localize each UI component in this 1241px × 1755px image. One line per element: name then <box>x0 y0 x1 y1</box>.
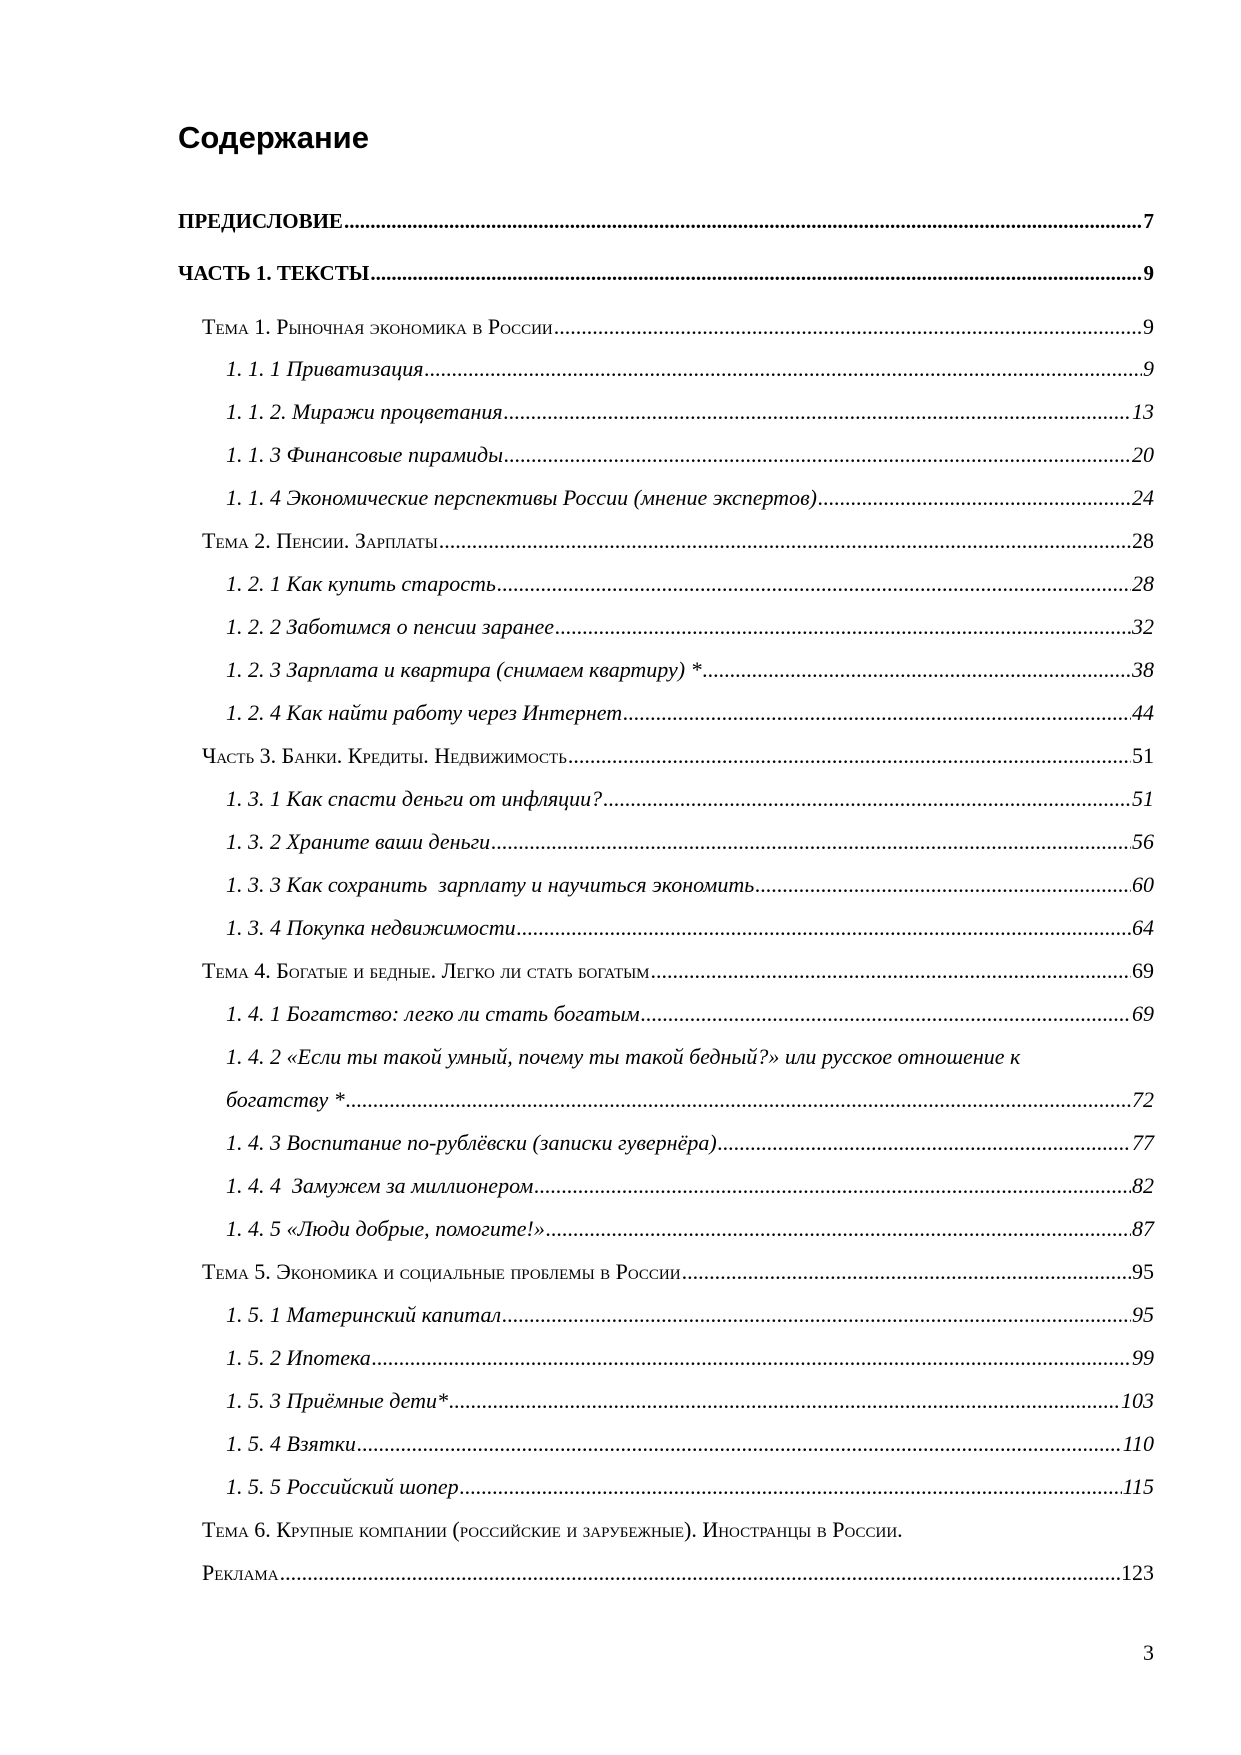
toc-entry-1-5-2[interactable] <box>226 1342 1154 1374</box>
toc-entry-title: 1. 5. 5 Российский шопер <box>226 1474 459 1499</box>
toc-entry-page: 69 <box>1132 1001 1154 1026</box>
toc-entry-1-4-1[interactable] <box>226 998 1154 1030</box>
dot-leader <box>703 654 1131 686</box>
toc-entry-title: 1. 3. 1 Как спасти деньги от инфляции? <box>226 786 603 811</box>
toc-entry-title: 1. 4. 1 Богатство: легко ли стать богатым <box>226 1001 640 1026</box>
toc-entry-1-1-3[interactable] <box>226 439 1154 471</box>
toc-entry-page: 51 <box>1132 743 1154 768</box>
toc-entry-page: 95 <box>1132 1259 1154 1284</box>
dot-leader <box>502 1299 1131 1331</box>
toc-entry-title: Реклама <box>202 1560 279 1585</box>
dot-leader <box>818 482 1131 514</box>
toc-entry-page: 28 <box>1132 528 1154 553</box>
dot-leader <box>504 439 1131 471</box>
toc-entry-1-4-3[interactable] <box>226 1127 1154 1159</box>
toc-entry-title: 1. 2. 2 Заботимся о пенсии заранее <box>226 614 555 639</box>
toc-entry-page: 95 <box>1132 1302 1154 1327</box>
toc-entry-part1[interactable] <box>178 257 1154 289</box>
toc-entry-page: 9 <box>1143 314 1154 339</box>
toc-entry-title: 1. 4. 5 «Люди добрые, помогите!» <box>226 1216 545 1241</box>
toc-entry-page: 72 <box>1132 1087 1154 1112</box>
toc-entry-page: 38 <box>1132 657 1154 682</box>
toc-entry-title: Тема 1. Рыночная экономика в России <box>202 314 553 339</box>
toc-entry-page: 115 <box>1122 1474 1154 1499</box>
dot-leader <box>372 1342 1131 1374</box>
toc-entry-1-4-2-first-line[interactable]: 1. 4. 2 «Если ты такой умный, почему ты такой бедный?» или русское отношение к <box>226 1044 1021 1069</box>
dot-leader <box>641 998 1131 1030</box>
toc-entry-page: 110 <box>1122 1431 1154 1456</box>
toc-entry-title: 1. 1. 3 Финансовые пирамиды <box>226 442 504 467</box>
toc-entry-page: 103 <box>1121 1388 1154 1413</box>
toc-entry-topic3[interactable] <box>202 740 1154 772</box>
toc-entry-title: 1. 4. 3 Воспитание по-рублёвски (записки гувернёра) <box>226 1130 717 1155</box>
dot-leader <box>497 568 1131 600</box>
toc-entry-title: Тема 5. Экономика и социальные проблемы в России <box>202 1259 681 1284</box>
dot-leader <box>439 525 1131 557</box>
dot-leader <box>554 311 1142 343</box>
dot-leader <box>449 1385 1120 1417</box>
toc-entry-title: 1. 3. 3 Как сохранить зарплату и научиться экономить <box>226 872 755 897</box>
page-title: Содержание <box>178 120 369 155</box>
toc-entry-1-1-4[interactable] <box>226 482 1154 514</box>
toc-entry-title: 1. 1. 2. Миражи процветания <box>226 399 503 424</box>
toc-entry-page: 87 <box>1132 1216 1154 1241</box>
dot-leader <box>718 1127 1131 1159</box>
dot-leader <box>534 1170 1131 1202</box>
dot-leader <box>682 1256 1131 1288</box>
toc-entry-topic4[interactable] <box>202 955 1154 987</box>
toc-entry-title: 1. 1. 4 Экономические перспективы России (мнение экспертов) <box>226 485 817 510</box>
toc-entry-page: 7 <box>1143 209 1154 233</box>
toc-entry-1-1-1[interactable] <box>226 353 1154 385</box>
dot-leader <box>623 697 1131 729</box>
toc-entry-title: 1. 5. 2 Ипотека <box>226 1345 371 1370</box>
dot-leader <box>357 1428 1122 1460</box>
toc-entry-title: 1. 2. 4 Как найти работу через Интернет <box>226 700 623 725</box>
toc-entry-page: 24 <box>1132 485 1154 510</box>
toc-entry-page: 20 <box>1132 442 1154 467</box>
dot-leader <box>568 740 1131 772</box>
toc-entry-title: 1. 4. 4 Замужем за миллионером <box>226 1173 534 1198</box>
toc-entry-preface[interactable] <box>178 205 1154 237</box>
toc-entry-title: Тема 4. Богатые и бедные. Легко ли стать богатым <box>202 958 650 983</box>
dot-leader <box>344 205 1143 237</box>
toc-entry-title: 1. 2. 1 Как купить старость <box>226 571 496 596</box>
toc-entry-page: 56 <box>1132 829 1154 854</box>
dot-leader <box>424 353 1142 385</box>
toc-entry-title: 1. 5. 4 Взятки <box>226 1431 356 1456</box>
toc-entry-page: 123 <box>1121 1560 1154 1585</box>
toc-entry-1-1-2[interactable] <box>226 396 1154 428</box>
toc-entry-1-3-1[interactable] <box>226 783 1154 815</box>
toc-entry-1-5-3[interactable] <box>226 1385 1154 1417</box>
toc-entry-1-5-5[interactable] <box>226 1471 1154 1503</box>
toc-entry-title: 1. 5. 3 Приёмные дети* <box>226 1388 449 1413</box>
dot-leader <box>603 783 1131 815</box>
toc-entry-1-2-3[interactable] <box>226 654 1154 686</box>
dot-leader <box>651 955 1131 987</box>
toc-entry-1-5-1[interactable] <box>226 1299 1154 1331</box>
toc-entry-1-2-4[interactable] <box>226 697 1154 729</box>
toc-entry-1-3-2[interactable] <box>226 826 1154 858</box>
dot-leader <box>546 1213 1131 1245</box>
toc-entry-1-4-4[interactable] <box>226 1170 1154 1202</box>
toc-entry-page: 60 <box>1132 872 1154 897</box>
toc-entry-title: Часть 3. Банки. Кредиты. Недвижимость <box>202 743 567 768</box>
toc-entry-page: 32 <box>1132 614 1154 639</box>
toc-entry-1-3-4[interactable] <box>226 912 1154 944</box>
toc-entry-page: 82 <box>1132 1173 1154 1198</box>
toc-entry-title: богатству * <box>226 1087 345 1112</box>
dot-leader <box>370 257 1142 289</box>
toc-entry-1-2-2[interactable] <box>226 611 1154 643</box>
toc-entry-page: 44 <box>1132 700 1154 725</box>
toc-entry-page: 69 <box>1132 958 1154 983</box>
toc-entry-title: ПРЕДИСЛОВИЕ <box>178 209 343 233</box>
toc-entry-title: 1. 1. 1 Приватизация <box>226 356 424 381</box>
toc-entry-title: 1. 3. 2 Храните ваши деньги <box>226 829 491 854</box>
toc-entry-title: 1. 2. 3 Зарплата и квартира (снимаем квартиру) * <box>226 657 702 682</box>
toc-entry-title: 1. 3. 4 Покупка недвижимости <box>226 915 516 940</box>
page-number: 3 <box>1143 1640 1154 1665</box>
toc-entry-title: Тема 2. Пенсии. Зарплаты <box>202 528 438 553</box>
dot-leader <box>517 912 1131 944</box>
dot-leader <box>755 869 1131 901</box>
toc-entry-page: 9 <box>1143 261 1154 285</box>
toc-entry-1-4-2[interactable] <box>226 1084 1154 1116</box>
toc-entry-page: 9 <box>1143 356 1154 381</box>
toc-entry-topic6[interactable] <box>202 1557 1154 1589</box>
toc-entry-page: 51 <box>1132 786 1154 811</box>
toc-entry-page: 13 <box>1132 399 1154 424</box>
toc-entry-1-2-1[interactable] <box>226 568 1154 600</box>
toc-entry-1-5-4[interactable] <box>226 1428 1154 1460</box>
toc-entry-title: ЧАСТЬ 1. ТЕКСТЫ <box>178 261 370 285</box>
dot-leader <box>280 1557 1120 1589</box>
toc-entry-title: 1. 5. 1 Материнский капитал <box>226 1302 502 1327</box>
toc-entry-1-3-3[interactable] <box>226 869 1154 901</box>
dot-leader <box>555 611 1131 643</box>
dot-leader <box>460 1471 1122 1503</box>
toc-entry-topic6-first-line[interactable]: Тема 6. Крупные компании (российские и зарубежные). Иностранцы в России. <box>202 1517 903 1542</box>
toc-entry-page: 99 <box>1132 1345 1154 1370</box>
toc-entry-page: 64 <box>1132 915 1154 940</box>
toc-entry-page: 77 <box>1132 1130 1154 1155</box>
dot-leader <box>491 826 1131 858</box>
dot-leader <box>504 396 1131 428</box>
toc-entry-page: 28 <box>1132 571 1154 596</box>
toc-entry-1-4-5[interactable] <box>226 1213 1154 1245</box>
toc-entry-topic1[interactable] <box>202 311 1154 343</box>
toc-entry-topic5[interactable] <box>202 1256 1154 1288</box>
dot-leader <box>346 1084 1131 1116</box>
toc-entry-topic2[interactable] <box>202 525 1154 557</box>
